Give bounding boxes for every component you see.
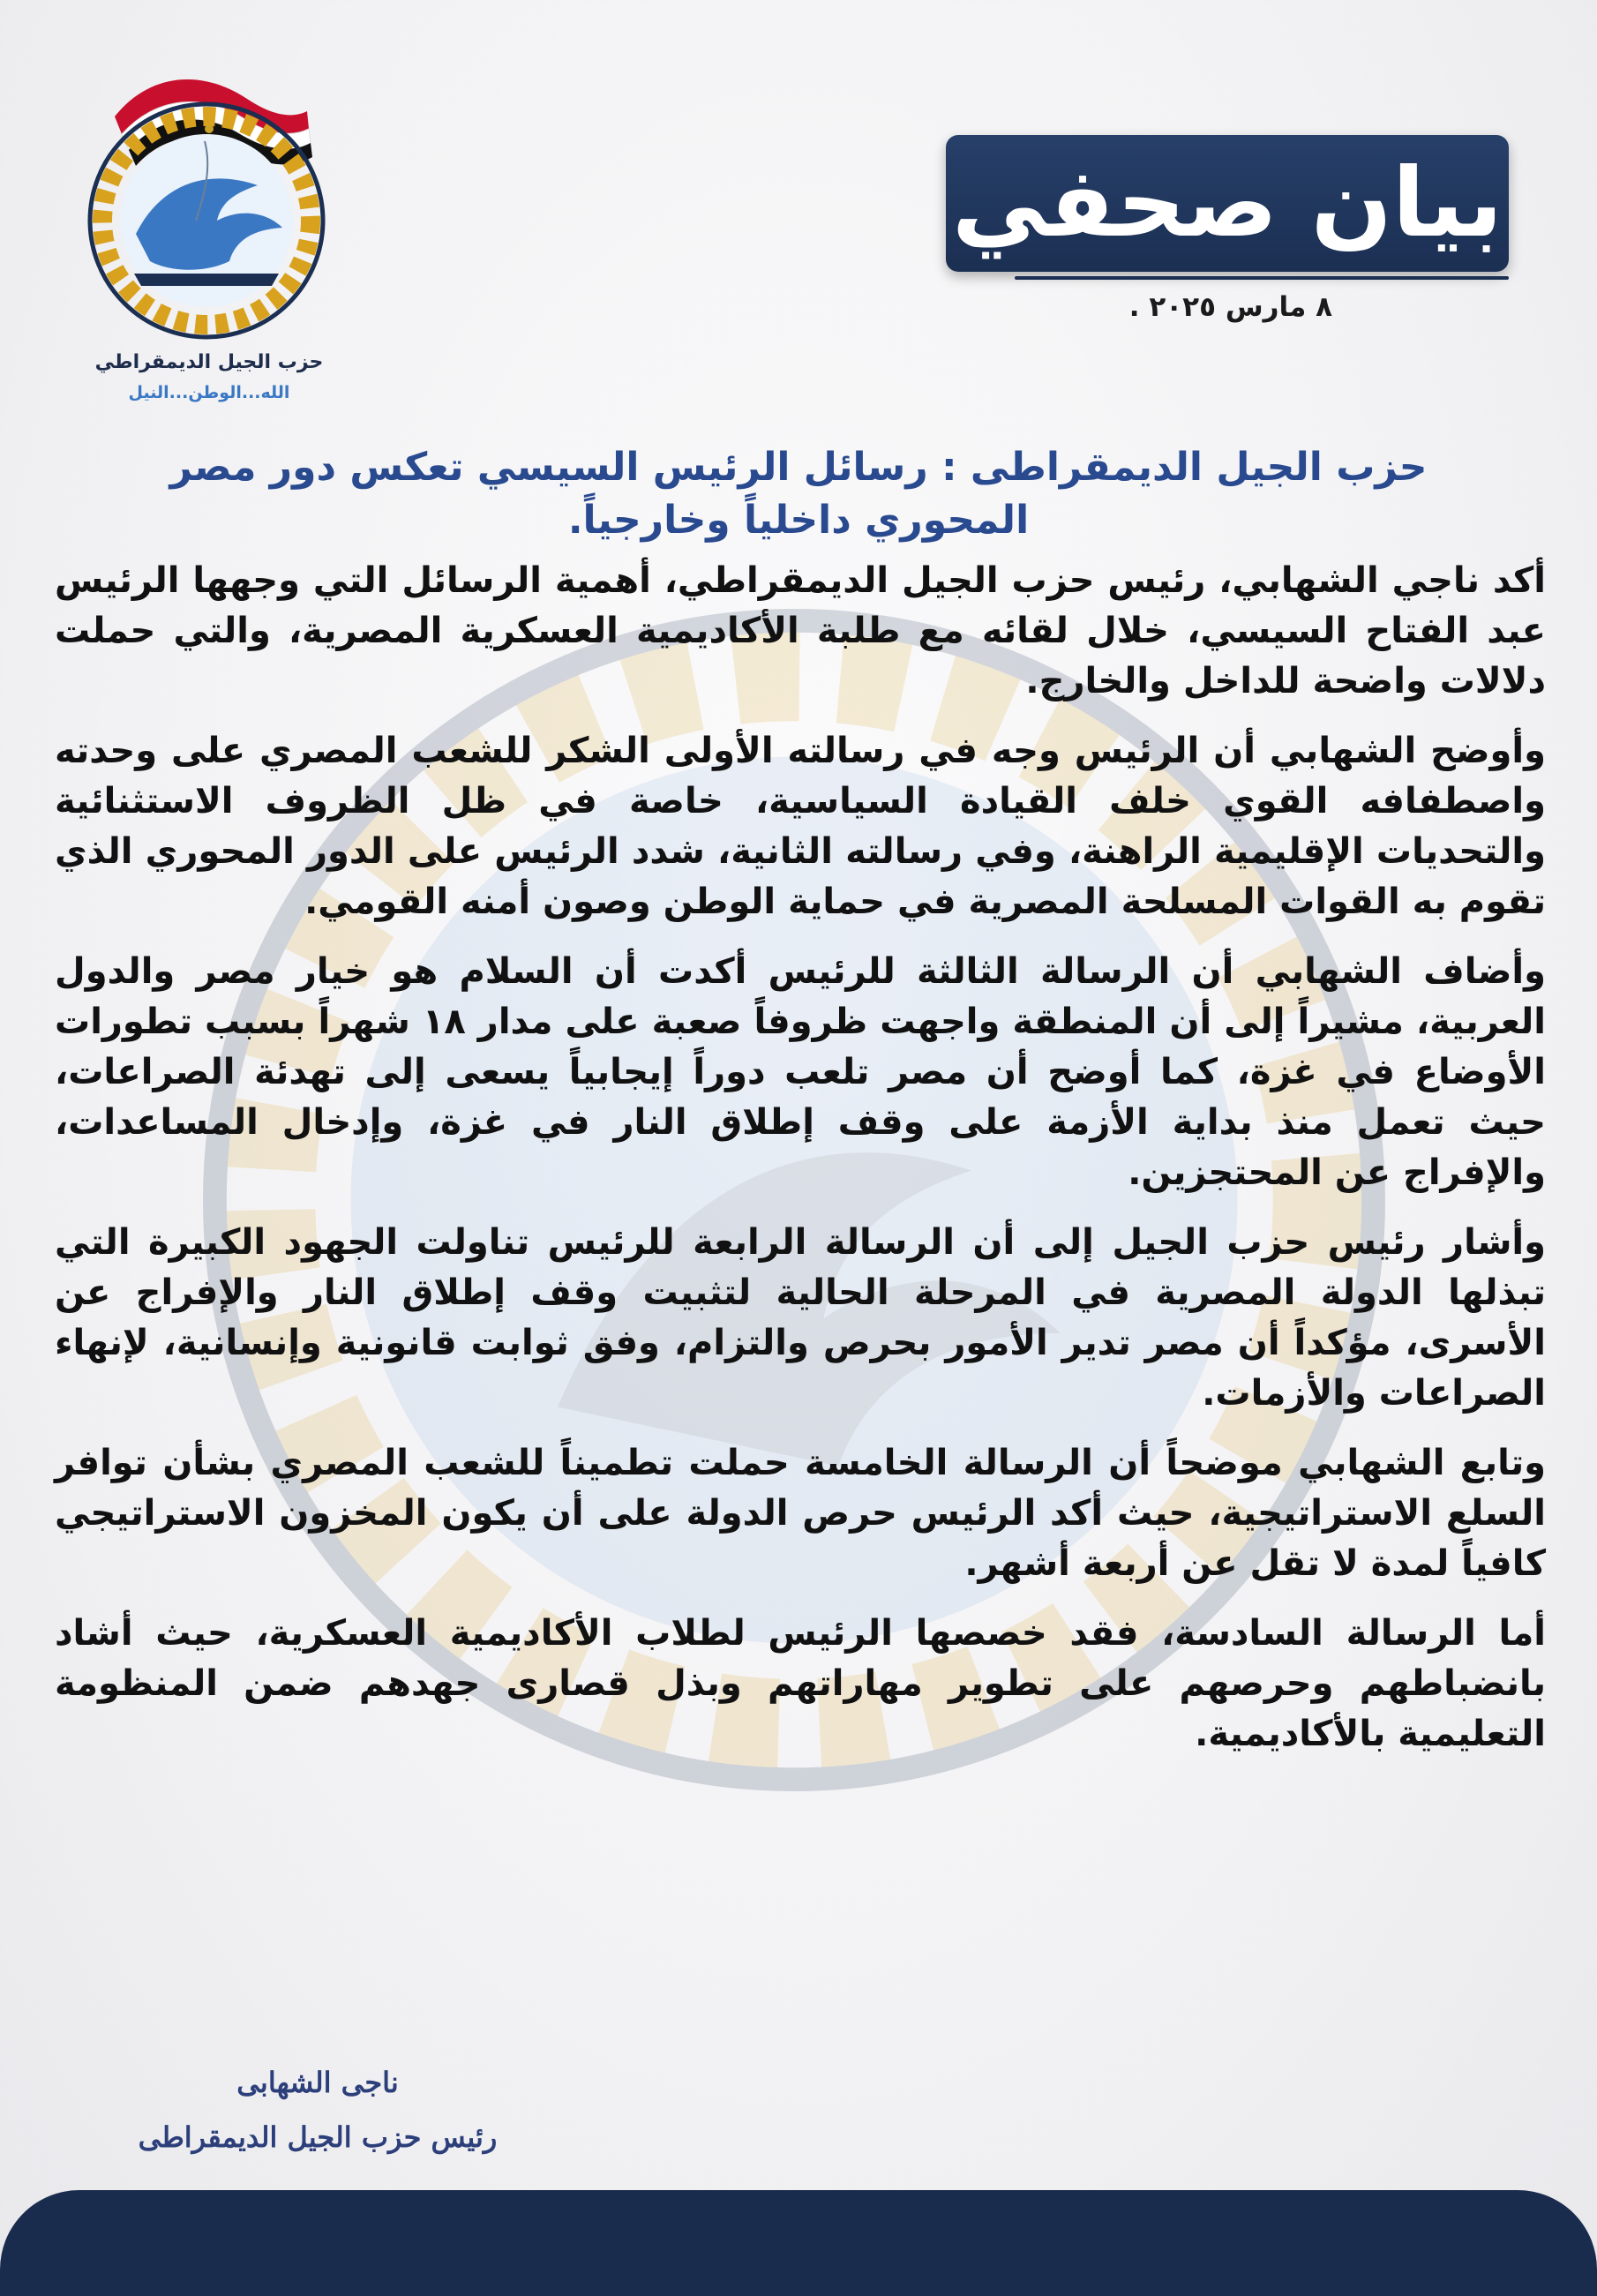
press-release-title-box [946, 135, 1509, 272]
paragraph: أكد ناجي الشهابي، رئيس حزب الجيل الديمقراطي، أهمية الرسائل التي وجهها الرئيس عبد الفتاح السيسي، خلال لقائه مع طلبة الأكاديمية العسكرية المصرية، والتي حملت دلالات واضحة للداخل والخارج. [55, 560, 1546, 702]
emblem-icon [72, 53, 346, 353]
signature-title: رئيس حزب الجيل الديمقراطى [138, 2120, 498, 2154]
headline [79, 441, 1518, 547]
party-logo [72, 53, 355, 402]
release-date: ٨ مارس ٢٠٢٥ . [1128, 291, 1332, 323]
headline-line-2: المحوري داخلياً وخارجياً. [567, 498, 1030, 543]
press-release-title: بيان صحفي [951, 147, 1503, 259]
paragraph: وأوضح الشهابي أن الرئيس وجه في رسالته الأولى الشكر للشعب المصري على وحدته واصطفافه القوي خلف القيادة السياسية، خاصة في ظل الظروف الاستثنائية والتحديات الإقليمية الراهنة، وفي رسالته الثانية، شدد الرئيس على الدور المحوري الذي تقوم به القوات المسلحة المصرية في حماية الوطن وصون أمنه القومي. [55, 731, 1546, 922]
statement-body [55, 556, 1546, 1779]
signature-block [106, 2058, 529, 2162]
paragraph: وأشار رئيس حزب الجيل إلى أن الرسالة الرابعة للرئيس تناولت الجهود الكبيرة التي تبذلها الدولة المصرية في المرحلة الحالية لتثبيت وقف إطلاق النار والإفراج عن الأسرى، مؤكداً أن مصر تدير الأمور بحرص والتزام، وفق ثوابت قانونية وإنسانية، لإنهاء الصراعات والأزمات. [55, 1222, 1546, 1414]
paragraph: وأضاف الشهابي أن الرسالة الثالثة للرئيس أكدت أن السلام هو خيار مصر والدول العربية، مشيراً إلى أن المنطقة واجهت ظروفاً صعبة على مدار ١٨ شهراً بسبب تطورات الأوضاع في غزة، كما أوضح أن مصر تلعب دوراً إيجابياً يسعى إلى تهدئة الصراعات، حيث تعمل منذ بداية الأزمة على وقف إطلاق النار في غزة، وإدخال المساعدات، والإفراج عن المحتجزين. [55, 951, 1546, 1193]
logo-slogan: الله...الوطن...النيل [128, 383, 290, 402]
footer-band [0, 2190, 1597, 2296]
paragraph: أما الرسالة السادسة، فقد خصصها الرئيس لطلاب الأكاديمية العسكرية، حيث أشاد بانضباطهم وحرصهم على تطوير مهاراتهم وبذل قصارى جهدهم ضمن المنظومة التعليمية بالأكاديمية. [55, 1613, 1546, 1754]
signature-name: ناجى الشهابى [236, 2066, 399, 2099]
paragraph: وتابع الشهابي موضحاً أن الرسالة الخامسة حملت تطميناً للشعب المصري بشأن توافر السلع الاستراتيجية، حيث أكد الرئيس حرص الدولة على أن يكون المخزون الاستراتيجي كافياً لمدة لا تقل عن أربعة أشهر. [55, 1443, 1546, 1584]
title-underline [1015, 276, 1509, 280]
headline-line-1: حزب الجيل الديمقراطى : رسائل الرئيس السيسي تعكس دور مصر [169, 445, 1428, 490]
logo-party-name: حزب الجيل الديمقراطي [94, 351, 324, 373]
